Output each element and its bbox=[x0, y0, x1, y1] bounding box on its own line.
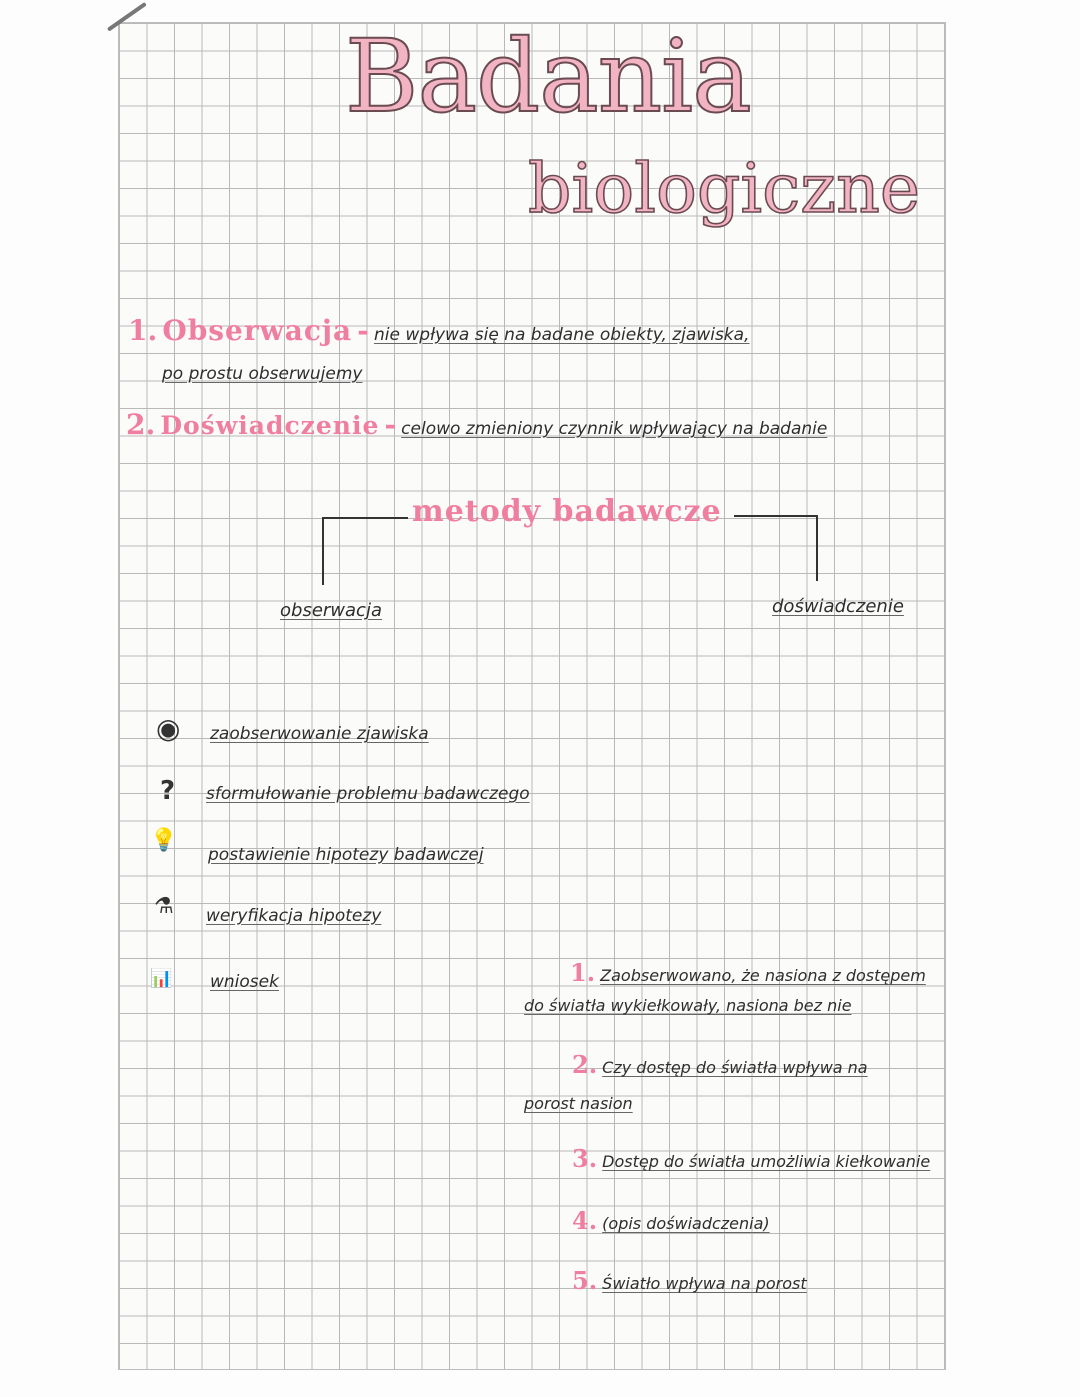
diagram-heading: metody badawcze bbox=[412, 494, 722, 529]
diagram-right-label: doświadczenie bbox=[772, 596, 904, 617]
definition-separator: - bbox=[384, 408, 397, 441]
definition-1 bbox=[128, 314, 749, 347]
example-number: 3. bbox=[572, 1144, 598, 1173]
example-number: 5. bbox=[572, 1266, 598, 1295]
example-text: Zaobserwowano, że nasiona z dostępem bbox=[600, 966, 926, 985]
example-number: 4. bbox=[572, 1206, 598, 1235]
example-text: (opis doświadczenia) bbox=[602, 1214, 770, 1233]
step-5-label: wniosek bbox=[210, 972, 279, 992]
definition-term: Obserwacja bbox=[162, 314, 353, 347]
example-1-continuation: do światła wykiełkowały, nasiona bez nie bbox=[524, 996, 852, 1015]
flask-icon: ⚗ bbox=[154, 894, 174, 919]
step-4-label: weryfikacja hipotezy bbox=[206, 906, 382, 926]
definition-text: nie wpływa się na badane obiekty, zjawiska, bbox=[374, 325, 750, 345]
example-5 bbox=[572, 1266, 807, 1295]
diagram-line-right-down bbox=[816, 515, 818, 581]
example-text: Dostęp do światła umożliwia kiełkowanie bbox=[602, 1152, 931, 1171]
example-text: Czy dostęp do światła wpływa na bbox=[602, 1058, 868, 1077]
definition-number: 1. bbox=[128, 314, 158, 347]
example-text: Światło wpływa na porost bbox=[602, 1274, 807, 1293]
diagram-line-right bbox=[734, 515, 818, 517]
eye-icon: ◉ bbox=[156, 712, 181, 745]
example-1 bbox=[570, 958, 926, 987]
definition-text: celowo zmieniony czynnik wpływający na badanie bbox=[401, 419, 828, 439]
definition-number: 2. bbox=[126, 408, 156, 441]
example-2 bbox=[572, 1050, 868, 1079]
diagram-left-label: obserwacja bbox=[280, 600, 382, 621]
definition-1-continuation: po prostu obserwujemy bbox=[162, 364, 363, 384]
step-1-label: zaobserwowanie zjawiska bbox=[210, 724, 429, 744]
page-title: Badania bbox=[345, 18, 751, 135]
example-3 bbox=[572, 1144, 930, 1173]
definition-2 bbox=[126, 408, 827, 441]
chart-icon: 📊 bbox=[150, 968, 173, 989]
definition-term: Doświadczenie bbox=[160, 411, 380, 440]
example-number: 2. bbox=[572, 1050, 598, 1079]
example-4 bbox=[572, 1206, 770, 1235]
page-subtitle: biologiczne bbox=[528, 150, 921, 229]
diagram-line-left-down bbox=[322, 517, 324, 585]
example-2-continuation: porost nasion bbox=[524, 1094, 633, 1113]
step-2-label: sformułowanie problemu badawczego bbox=[206, 784, 530, 804]
lightbulb-icon: 💡 bbox=[150, 828, 178, 853]
question-mark-icon: ? bbox=[160, 776, 176, 806]
diagram-line-left bbox=[322, 517, 408, 519]
definition-separator: - bbox=[357, 314, 369, 347]
step-3-label: postawienie hipotezy badawczej bbox=[208, 845, 484, 865]
example-number: 1. bbox=[570, 958, 596, 987]
